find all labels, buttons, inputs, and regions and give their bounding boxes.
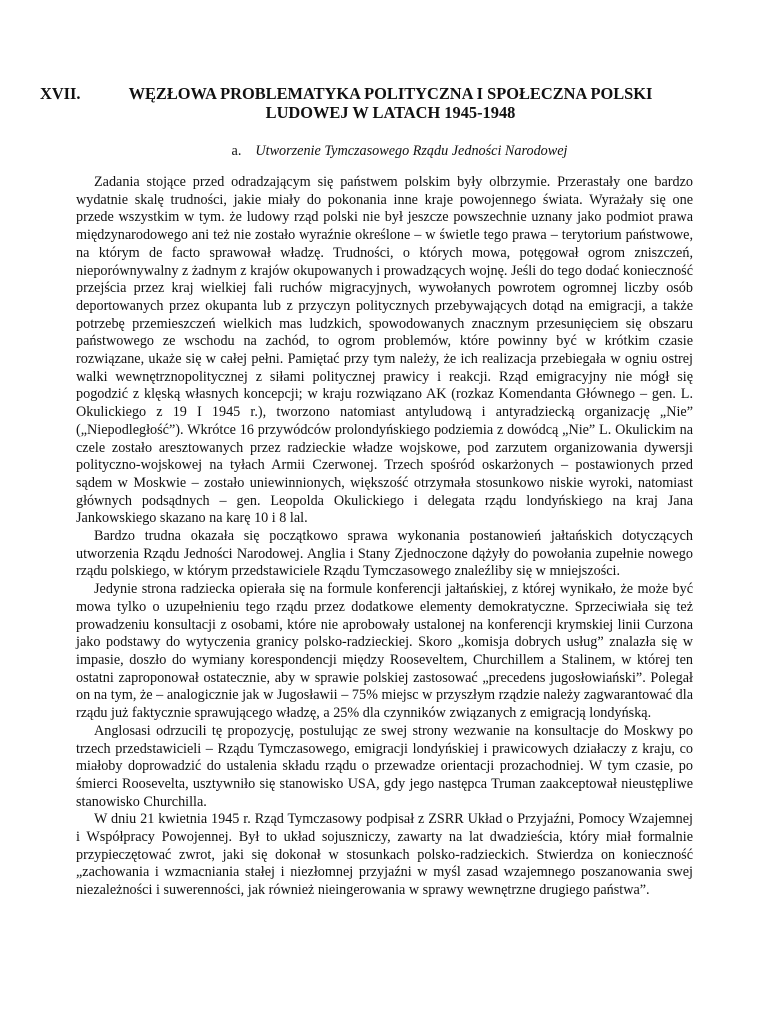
chapter-title-line-1: WĘZŁOWA PROBLEMATYKA POLITYCZNA I SPOŁECZNA POLSKI	[128, 84, 653, 103]
chapter-number: XVII.	[40, 84, 81, 103]
paragraph: Anglosasi odrzucili tę propozycję, postulując ze swej strony wezwanie na konsultacje do Moskwy po trzech przedstawicieli – Rządu Tymczasowego, emigracji londyńskiej i prawicowych działaczy z kraju, co miałoby doprowadzić do ustalenia składu rządu o przewadze orientacji prozachodniej. W tym czasie, po śmierci Roosevelta, usztywniło się stanowisko USA, gdy jego następca Truman zaakceptował nieustępliwe stanowisko Churchilla.	[76, 722, 693, 810]
paragraph: W dniu 21 kwietnia 1945 r. Rząd Tymczasowy podpisał z ZSRR Układ o Przyjaźni, Pomocy Wzajemnej i Współpracy Powojennej. Był to układ sojuszniczy, zawarty na lat dwadzieścia, który miał formalnie przypieczętować zwrot, jaki się dokonał w stosunkach polsko-radzieckich. Stwierdza on konieczność „zachowania i wzmacniania stałej i niezłomnej przyjaźni w myśl zasad wzajemnego poszanowania swej niezależności i suwerenności, jak również nieingerowania w sprawy wewnętrzne drugiego państwa”.	[76, 811, 693, 899]
paragraph: Bardzo trudna okazała się początkowo sprawa wykonania postanowień jałtańskich dotyczących utworzenia Rządu Jedności Narodowej. Anglia i Stany Zjednoczone dążyły do powołania zupełnie nowego rządu polskiego, w którym przedstawiciele Rządu Tymczasowego znaleźliby się w mniejszości.	[76, 528, 693, 580]
chapter-heading	[40, 84, 693, 122]
paragraph: Jedynie strona radziecka opierała się na formule konferencji jałtańskiej, z której wynikało, że może być mowa tylko o uzupełnieniu tego rządu przez dodatkowe elementy demokratyczne. Sprzeciwiała się też prowadzeniu konsultacji z osobami, które nie aprobowały ustalonej na konferencji krymskiej linii Curzona jako podstawy do wytyczenia granicy polsko-radzieckiej. Skoro „komisja dobrych usług” znalazła się w impasie, doszło do wymiany korespondencji między Rooseveltem, Churchillem a Stalinem, w której ten ostatni zaproponował ostatecznie, aby w sprawie polskiej zastosować „precedens jugosłowiański”. Polegał on na tym, że – analogicznie jak w Jugosławii – 75% miejsc w przyszłym rządzie należy zagwarantować dla rządu już faktycznie sprawującego władzę, a 25% dla czynników związanych z emigracją londyńską.	[76, 581, 693, 722]
paragraph: Zadania stojące przed odradzającym się państwem polskim były olbrzymie. Przerastały one bardzo wydatnie skalę trudności, jakie miały do pokonania inne kraje powojennego świata. Wyrażały się one przede wszystkim w tym. że ludowy rząd polski nie był jeszcze powszechnie uznany jako podmiot prawa międzynarodowego ani też nie zostało wyraźnie określone – w świetle tego prawa – terytorium państwowe, na którym de facto sprawował władzę. Trudności, o których mowa, potęgował ogrom zniszczeń, nieporównywalny z żadnym z krajów okupowanych i prowadzących wojnę. Jeśli do tego dodać konieczność przejścia przez kraj wielkiej fali ruchów migracyjnych, wywołanych powrotem ogromnej liczby osób deportowanych przez okupanta lub z przyczyn politycznych przebywających dotąd na emigracji, a także potrzebę przemieszczeń wielkich mas ludzkich, spowodowanych znacznym przesunięciem się obszaru państwowego ze wschodu na zachód, to ogrom problemów, które powinny być w krótkim czasie rozwiązane, ukaże się w całej pełni. Pamiętać przy tym należy, że ich realizacja przebiegała w ogniu ostrej walki wewnętrznopolitycznej z siłami politycznej prawicy i reakcji. Rząd emigracyjny nie mógł się pogodzić z klęską własnych koncepcji; w kraju rozwiązano AK (rozkaz Komendanta Głównego – gen. L. Okulickiego z 19 I 1945 r.), tworzono natomiast antyludową i antyradziecką organizację „Nie” („Niepodległość”). Wkrótce 16 przywódców prolondyńskiego podziemia z dowódcą „Nie” L. Okulickim na czele zostało aresztowanych przez radzieckie władze wojskowe, pod zarzutem organizowania dywersji polityczno-wojskowej na tyłach Armii Czerwonej. Trzech spośród oskarżonych – postawionych przed sądem w Moskwie – zostało uniewinnionych, większość otrzymała stosunkowo niskie wyroki, natomiast głównych podsądnych – gen. Leopolda Okulickiego i delegata rządu londyńskiego na kraj Jana Jankowskiego skazano na karę 10 i 8 lal.	[76, 174, 693, 527]
chapter-title-line-2: LUDOWEJ W LATACH 1945-1948	[265, 103, 516, 122]
section-heading	[76, 142, 693, 160]
chapter-title	[108, 84, 693, 122]
body-text	[76, 174, 693, 900]
document-page	[40, 84, 693, 900]
section-title: Utworzenie Tymczasowego Rządu Jedności Narodowej	[255, 143, 568, 159]
section-letter: a.	[231, 143, 242, 159]
